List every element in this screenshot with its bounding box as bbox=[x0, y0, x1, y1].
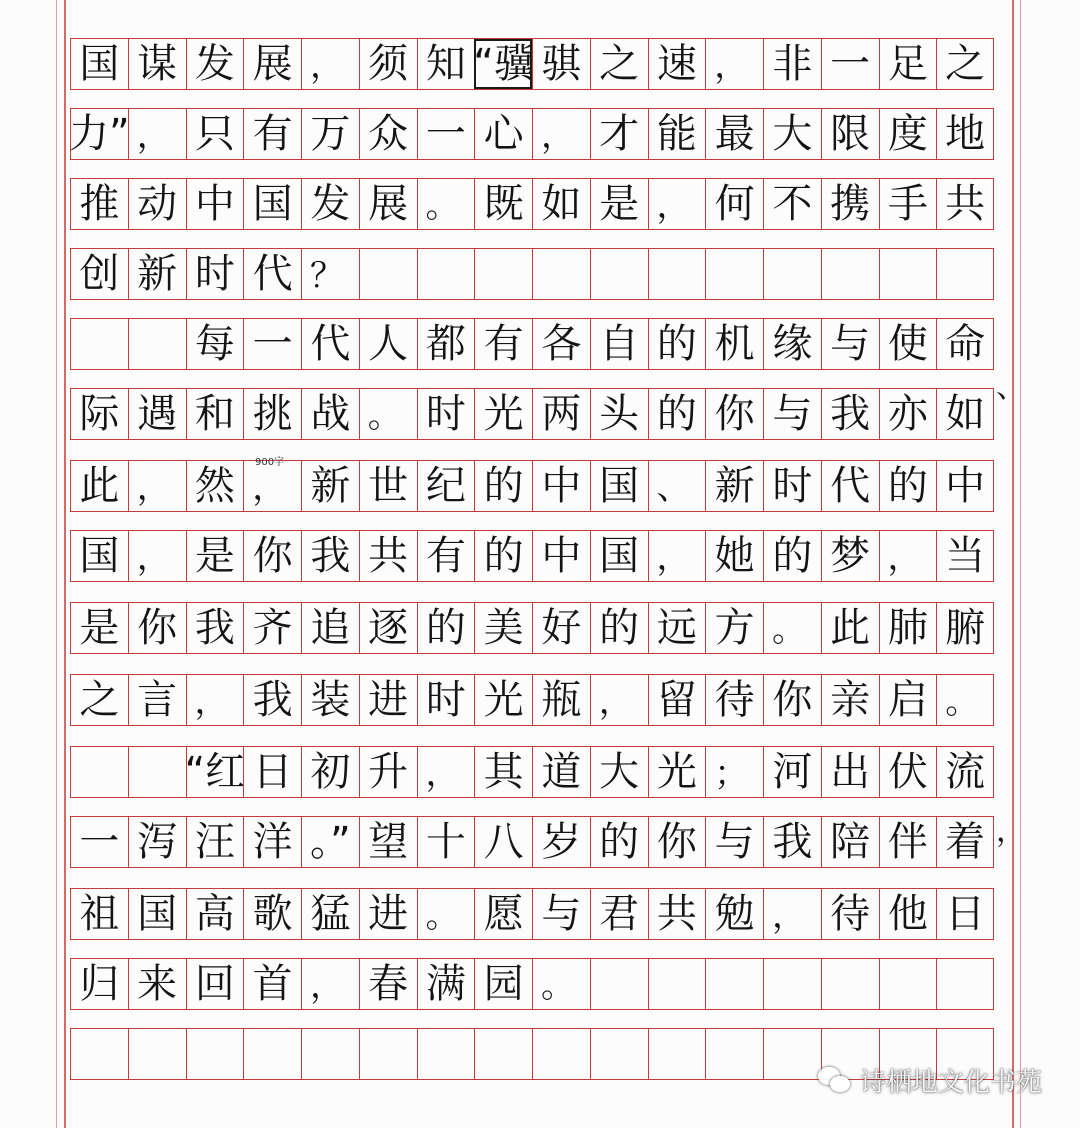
grid-cell: 伏 bbox=[879, 747, 937, 797]
grid-cell: 装 bbox=[301, 675, 359, 725]
grid-cell: 初 bbox=[301, 747, 359, 797]
grid-cell: 首 bbox=[243, 959, 301, 1009]
grid-cell: ， bbox=[590, 675, 648, 725]
grid-cell: 两 bbox=[532, 389, 590, 439]
grid-cell: 新 bbox=[705, 461, 763, 511]
grid-row bbox=[70, 248, 994, 300]
watermark-text: 诗栖地文化书苑 bbox=[860, 1068, 1043, 1098]
grid-cell: 知 bbox=[417, 39, 475, 89]
grid-cell: 推 bbox=[70, 179, 128, 229]
grid-cell bbox=[648, 1029, 706, 1079]
grid-cell: 。 bbox=[359, 389, 417, 439]
grid-cell: 有 bbox=[243, 109, 301, 159]
grid-cell: 国 bbox=[243, 179, 301, 229]
grid-cell: 光 bbox=[474, 675, 532, 725]
grid-cell: 与 bbox=[821, 319, 879, 369]
grid-cell: 此 bbox=[70, 461, 128, 511]
grid-cell bbox=[70, 1029, 128, 1079]
grid-cell: 你 bbox=[128, 603, 186, 653]
grid-cell: 瓶 bbox=[532, 675, 590, 725]
grid-cell: 世 bbox=[359, 461, 417, 511]
grid-cell: ， bbox=[243, 461, 301, 511]
grid-cell: 时 bbox=[186, 249, 244, 299]
grid-cell: 与 bbox=[705, 817, 763, 867]
grid-cell: 我 bbox=[821, 389, 879, 439]
grid-cell: “红 bbox=[184, 749, 246, 795]
grid-cell: 猛 bbox=[301, 889, 359, 939]
watermark bbox=[818, 1062, 1042, 1099]
grid-cell: ， bbox=[301, 39, 359, 89]
grid-cell: 代 bbox=[821, 461, 879, 511]
grid-cell bbox=[532, 249, 590, 299]
grid-cell: 我 bbox=[243, 675, 301, 725]
grid-cell: 归 bbox=[70, 959, 128, 1009]
grid-cell: 。 bbox=[936, 675, 994, 725]
grid-cell: 方 bbox=[705, 603, 763, 653]
grid-cell: 泻 bbox=[128, 817, 186, 867]
grid-cell: ， bbox=[128, 461, 186, 511]
wechat-icon bbox=[818, 1067, 852, 1095]
grid-cell: 代 bbox=[243, 249, 301, 299]
grid-cell: 缘 bbox=[763, 319, 821, 369]
grid-cell: ， bbox=[417, 747, 475, 797]
grid-cell: 亲 bbox=[821, 675, 879, 725]
grid-cell: 既 bbox=[474, 179, 532, 229]
grid-cell: 日 bbox=[936, 889, 994, 939]
grid-cell: 国 bbox=[590, 461, 648, 511]
grid-cell bbox=[128, 319, 186, 369]
grid-cell: 我 bbox=[186, 603, 244, 653]
grid-row bbox=[70, 958, 994, 1010]
right-margin-thin-line bbox=[1020, 0, 1021, 1128]
grid-cell: 中 bbox=[936, 461, 994, 511]
grid-cell bbox=[70, 319, 128, 369]
grid-cell: 望 bbox=[359, 817, 417, 867]
grid-cell: 我 bbox=[763, 817, 821, 867]
grid-cell: 之 bbox=[70, 675, 128, 725]
grid-cell: 是 bbox=[186, 531, 244, 581]
grid-cell bbox=[821, 959, 879, 1009]
grid-cell: 出 bbox=[821, 747, 879, 797]
grid-cell: 度 bbox=[879, 109, 937, 159]
grid-cell: 亦 bbox=[879, 389, 937, 439]
grid-cell: 新 bbox=[128, 249, 186, 299]
grid-cell: 一 bbox=[417, 109, 475, 159]
left-margin-thin-line bbox=[56, 0, 57, 1128]
grid-cell: 际 bbox=[70, 389, 128, 439]
grid-cell: 道 bbox=[532, 747, 590, 797]
grid-cell: 力” bbox=[69, 111, 130, 157]
grid-cell: ， bbox=[301, 959, 359, 1009]
grid-cell: 、 bbox=[648, 461, 706, 511]
grid-cell: 你 bbox=[243, 531, 301, 581]
grid-cell bbox=[763, 1029, 821, 1079]
grid-row bbox=[70, 178, 994, 230]
grid-cell: 时 bbox=[417, 389, 475, 439]
grid-cell bbox=[590, 249, 648, 299]
grid-cell: 不 bbox=[763, 179, 821, 229]
grid-cell: 手 bbox=[879, 179, 937, 229]
grid-cell: ， bbox=[648, 179, 706, 229]
grid-cell: 洋 bbox=[243, 817, 301, 867]
grid-cell: 升 bbox=[359, 747, 417, 797]
grid-cell: 。 bbox=[417, 179, 475, 229]
right-margin-line bbox=[1012, 0, 1014, 1128]
grid-cell: 满 bbox=[417, 959, 475, 1009]
grid-cell: 你 bbox=[763, 675, 821, 725]
grid-cell: 国 bbox=[128, 889, 186, 939]
grid-cell: 一 bbox=[821, 39, 879, 89]
grid-cell: 骐 bbox=[532, 39, 590, 89]
grid-cell: 速 bbox=[648, 39, 706, 89]
grid-cell: 光 bbox=[474, 389, 532, 439]
grid-cell bbox=[936, 249, 994, 299]
grid-cell bbox=[879, 959, 937, 1009]
grid-cell: 十 bbox=[417, 817, 475, 867]
grid-cell: 愿 bbox=[474, 889, 532, 939]
grid-cell bbox=[763, 249, 821, 299]
grid-cell: 代 bbox=[301, 319, 359, 369]
grid-cell: 是 bbox=[590, 179, 648, 229]
grid-row bbox=[70, 888, 994, 940]
grid-cell bbox=[70, 747, 128, 797]
grid-cell: 待 bbox=[821, 889, 879, 939]
grid-cell: 非 bbox=[763, 39, 821, 89]
grid-cell: 谋 bbox=[128, 39, 186, 89]
grid-cell: 。 bbox=[532, 959, 590, 1009]
word-count-note: 900字 bbox=[255, 457, 285, 468]
grid-cell: 有 bbox=[474, 319, 532, 369]
grid-cell: “骥 bbox=[473, 41, 534, 87]
grid-cell: 一 bbox=[70, 817, 128, 867]
grid-cell: 时 bbox=[417, 675, 475, 725]
grid-cell: 万 bbox=[301, 109, 359, 159]
grid-cell bbox=[128, 1029, 186, 1079]
grid-cell bbox=[705, 959, 763, 1009]
grid-cell: 之 bbox=[936, 39, 994, 89]
grid-cell: 共 bbox=[936, 179, 994, 229]
grid-cell: ， bbox=[128, 109, 186, 159]
grid-cell: 国 bbox=[590, 531, 648, 581]
grid-cell: 美 bbox=[474, 603, 532, 653]
grid-cell: 我 bbox=[301, 531, 359, 581]
grid-row bbox=[70, 816, 994, 868]
grid-cell: 共 bbox=[359, 531, 417, 581]
grid-cell: 动 bbox=[128, 179, 186, 229]
grid-cell: 当 bbox=[936, 531, 994, 581]
grid-cell: 中 bbox=[532, 531, 590, 581]
grid-cell: 河 bbox=[763, 747, 821, 797]
grid-cell: ， bbox=[763, 889, 821, 939]
grid-cell: 流 bbox=[936, 747, 994, 797]
grid-cell bbox=[705, 1029, 763, 1079]
grid-cell: 每 bbox=[186, 319, 244, 369]
grid-cell: 使 bbox=[879, 319, 937, 369]
grid-cell bbox=[590, 1029, 648, 1079]
grid-cell: 齐 bbox=[243, 603, 301, 653]
grid-cell: 启 bbox=[879, 675, 937, 725]
grid-cell bbox=[590, 959, 648, 1009]
grid-cell: 春 bbox=[359, 959, 417, 1009]
grid-row bbox=[70, 746, 994, 798]
grid-cell: 待 bbox=[705, 675, 763, 725]
grid-cell: 携 bbox=[821, 179, 879, 229]
grid-cell: 的 bbox=[590, 817, 648, 867]
grid-cell bbox=[417, 249, 475, 299]
grid-cell: 心 bbox=[474, 109, 532, 159]
grid-cell bbox=[128, 747, 186, 797]
grid-cell: 日 bbox=[243, 747, 301, 797]
grid-cell: 她 bbox=[705, 531, 763, 581]
grid-cell: 好 bbox=[532, 603, 590, 653]
grid-cell: 的 bbox=[648, 319, 706, 369]
grid-cell: ； bbox=[705, 747, 763, 797]
grid-cell: 众 bbox=[359, 109, 417, 159]
grid-cell: ， bbox=[705, 39, 763, 89]
grid-cell: 梦 bbox=[821, 531, 879, 581]
grid-cell: ， bbox=[532, 109, 590, 159]
grid-cell bbox=[936, 959, 994, 1009]
grid-cell: 歌 bbox=[243, 889, 301, 939]
grid-cell bbox=[648, 959, 706, 1009]
grid-cell: 回 bbox=[186, 959, 244, 1009]
grid-cell: 创 bbox=[70, 249, 128, 299]
grid-cell: 园 bbox=[474, 959, 532, 1009]
grid-cell: 中 bbox=[186, 179, 244, 229]
grid-cell: ， bbox=[648, 531, 706, 581]
grid-cell: 国 bbox=[70, 39, 128, 89]
grid-cell: 限 bbox=[821, 109, 879, 159]
grid-cell: 与 bbox=[532, 889, 590, 939]
grid-cell: 挑 bbox=[243, 389, 301, 439]
grid-cell bbox=[821, 249, 879, 299]
grid-cell: 是 bbox=[70, 603, 128, 653]
grid-cell: 如 bbox=[936, 389, 994, 439]
grid-cell: 汪 bbox=[186, 817, 244, 867]
grid-cell bbox=[648, 249, 706, 299]
grid-cell: 然 bbox=[186, 461, 244, 511]
grid-cell: ， bbox=[186, 675, 244, 725]
overflow-mark: 、 bbox=[996, 370, 1026, 405]
grid-row bbox=[70, 388, 994, 440]
grid-cell: 八 bbox=[474, 817, 532, 867]
grid-cell: 高 bbox=[186, 889, 244, 939]
grid-cell: 自 bbox=[590, 319, 648, 369]
overflow-mark: ， bbox=[996, 814, 1026, 849]
grid-row bbox=[70, 38, 994, 90]
grid-cell: 言 bbox=[128, 675, 186, 725]
grid-cell: 留 bbox=[648, 675, 706, 725]
grid-cell: 新 bbox=[301, 461, 359, 511]
grid-cell: 国 bbox=[70, 531, 128, 581]
grid-cell: 中 bbox=[532, 461, 590, 511]
grid-cell: 发 bbox=[186, 39, 244, 89]
grid-cell: 头 bbox=[590, 389, 648, 439]
grid-cell: 勉 bbox=[705, 889, 763, 939]
grid-cell bbox=[763, 959, 821, 1009]
grid-cell: 远 bbox=[648, 603, 706, 653]
grid-cell bbox=[474, 249, 532, 299]
grid-cell: 逐 bbox=[359, 603, 417, 653]
grid-cell: ， bbox=[128, 531, 186, 581]
grid-cell bbox=[243, 1029, 301, 1079]
grid-cell: 追 bbox=[301, 603, 359, 653]
grid-cell: 时 bbox=[763, 461, 821, 511]
left-margin-line bbox=[64, 0, 66, 1128]
grid-cell: 的 bbox=[879, 461, 937, 511]
grid-cell: 有 bbox=[417, 531, 475, 581]
grid-cell: 的 bbox=[590, 603, 648, 653]
grid-cell: 腑 bbox=[936, 603, 994, 653]
grid-cell: 来 bbox=[128, 959, 186, 1009]
grid-row bbox=[70, 674, 994, 726]
grid-cell: 的 bbox=[474, 531, 532, 581]
grid-cell: 须 bbox=[359, 39, 417, 89]
grid-cell: 的 bbox=[763, 531, 821, 581]
grid-cell: 机 bbox=[705, 319, 763, 369]
grid-cell: 地 bbox=[936, 109, 994, 159]
grid-cell: 展 bbox=[243, 39, 301, 89]
grid-cell bbox=[705, 249, 763, 299]
grid-cell: 伴 bbox=[879, 817, 937, 867]
grid-cell: 纪 bbox=[417, 461, 475, 511]
grid-cell: 一 bbox=[243, 319, 301, 369]
grid-cell: 发 bbox=[301, 179, 359, 229]
grid-cell: 此 bbox=[821, 603, 879, 653]
grid-cell: 足 bbox=[879, 39, 937, 89]
grid-cell bbox=[186, 1029, 244, 1079]
grid-cell: 人 bbox=[359, 319, 417, 369]
grid-cell: 何 bbox=[705, 179, 763, 229]
grid-cell: 的 bbox=[474, 461, 532, 511]
grid-cell: 都 bbox=[417, 319, 475, 369]
grid-cell: 各 bbox=[532, 319, 590, 369]
grid-row bbox=[70, 318, 994, 370]
grid-cell: 进 bbox=[359, 675, 417, 725]
grid-cell: 他 bbox=[879, 889, 937, 939]
grid-cell: 展 bbox=[359, 179, 417, 229]
grid-cell: ？ bbox=[301, 249, 359, 299]
grid-cell: 之 bbox=[590, 39, 648, 89]
grid-row bbox=[70, 602, 994, 654]
grid-cell: 肺 bbox=[879, 603, 937, 653]
grid-cell: 共 bbox=[648, 889, 706, 939]
grid-cell: 如 bbox=[532, 179, 590, 229]
grid-cell: 你 bbox=[705, 389, 763, 439]
grid-cell bbox=[532, 1029, 590, 1079]
grid-row bbox=[70, 530, 994, 582]
grid-cell: 大 bbox=[590, 747, 648, 797]
grid-cell: 命 bbox=[936, 319, 994, 369]
grid-cell: 岁 bbox=[532, 817, 590, 867]
grid-cell: 。 bbox=[417, 889, 475, 939]
grid-cell: 。 bbox=[763, 603, 821, 653]
grid-cell bbox=[359, 249, 417, 299]
grid-row bbox=[70, 108, 994, 160]
grid-cell: 能 bbox=[648, 109, 706, 159]
grid-cell: 的 bbox=[417, 603, 475, 653]
grid-cell: ， bbox=[879, 531, 937, 581]
grid-cell: 最 bbox=[705, 109, 763, 159]
grid-cell: 着 bbox=[936, 817, 994, 867]
grid-row bbox=[70, 460, 994, 512]
grid-cell: 君 bbox=[590, 889, 648, 939]
grid-cell bbox=[301, 1029, 359, 1079]
grid-cell: 祖 bbox=[70, 889, 128, 939]
grid-cell: 战 bbox=[301, 389, 359, 439]
grid-cell: 你 bbox=[648, 817, 706, 867]
grid-cell: 遇 bbox=[128, 389, 186, 439]
grid-cell: 和 bbox=[186, 389, 244, 439]
grid-cell: 大 bbox=[763, 109, 821, 159]
grid-cell: 。” bbox=[301, 817, 359, 867]
grid-cell bbox=[417, 1029, 475, 1079]
grid-cell: 光 bbox=[648, 747, 706, 797]
grid-cell bbox=[474, 1029, 532, 1079]
grid-cell: 才 bbox=[590, 109, 648, 159]
grid-cell: 只 bbox=[186, 109, 244, 159]
grid-cell bbox=[879, 249, 937, 299]
grid-cell: 与 bbox=[763, 389, 821, 439]
grid-cell: 的 bbox=[648, 389, 706, 439]
grid-cell: 进 bbox=[359, 889, 417, 939]
grid-cell bbox=[359, 1029, 417, 1079]
grid-cell: 其 bbox=[474, 747, 532, 797]
grid-cell: 陪 bbox=[821, 817, 879, 867]
